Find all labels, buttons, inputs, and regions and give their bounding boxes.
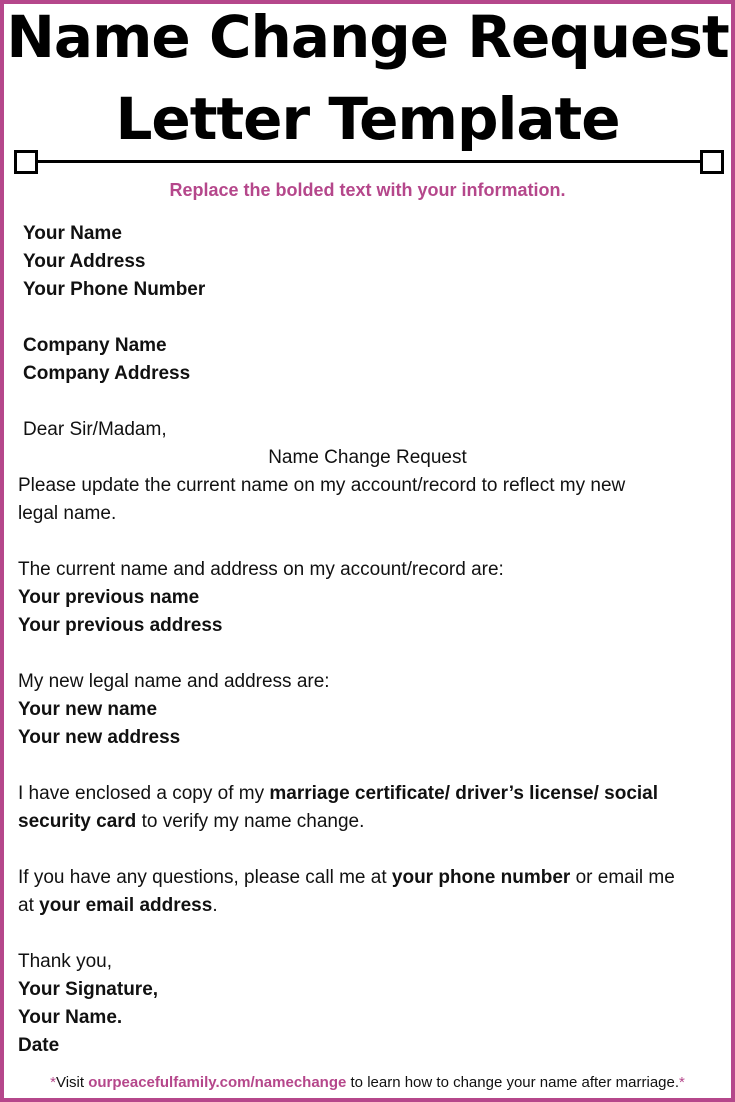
footer-visit: Visit [55, 1074, 89, 1091]
title-line-1: Name Change Request [6, 3, 729, 71]
intro-line-2: legal name. [18, 503, 117, 524]
sender-address: Your Address [23, 251, 146, 272]
questions-line-1 [18, 864, 675, 892]
title-line-2: Letter Template [115, 85, 620, 153]
enclosed-line-1 [18, 780, 658, 808]
closing-thanks: Thank you, [18, 951, 112, 972]
closing-date: Date [18, 1035, 60, 1056]
title-divider [14, 150, 724, 174]
new-name: Your new name [18, 699, 158, 720]
footer-rest: to learn how to change your name after marriage. [346, 1074, 680, 1091]
sender-name: Your Name [23, 223, 122, 244]
new-address: Your new address [18, 727, 181, 748]
enclosed-line-2 [18, 808, 364, 836]
enclosed-pre: I have enclosed a copy of my [18, 783, 270, 804]
company-name: Company Name [23, 335, 167, 356]
subject-line: Name Change Request [268, 447, 467, 468]
questions-mid: or email me [570, 867, 675, 888]
divider-square-left [14, 150, 38, 174]
closing-signature: Your Signature, [18, 979, 159, 1000]
company-address: Company Address [23, 363, 191, 384]
questions-line-2 [18, 892, 218, 920]
current-lead: The current name and address on my account/record are: [18, 559, 504, 580]
salutation: Dear Sir/Madam, [23, 419, 167, 440]
enclosed-documents: marriage certificate/ driver’s license/ social [269, 783, 659, 804]
sender-phone: Your Phone Number [23, 279, 206, 300]
enclosed-documents-2: security card [18, 811, 137, 832]
footer-star-open: * [50, 1074, 56, 1091]
questions-email: your email address [39, 895, 213, 916]
questions-phone: your phone number [391, 867, 571, 888]
questions-end: . [212, 895, 218, 916]
previous-address: Your previous address [18, 615, 223, 636]
instruction-subtitle: Replace the bolded text with your information. [169, 180, 566, 200]
footer-star-close: * [679, 1074, 685, 1091]
previous-name: Your previous name [18, 587, 200, 608]
questions-at: at [18, 895, 40, 916]
divider-square-right [700, 150, 724, 174]
enclosed-post: to verify my name change. [136, 811, 365, 832]
divider-line [36, 160, 702, 163]
footer-note [0, 1074, 735, 1091]
footer-link[interactable]: ourpeacefulfamily.com/namechange [88, 1074, 347, 1091]
new-lead: My new legal name and address are: [18, 671, 330, 692]
questions-pre: If you have any questions, please call me at [18, 867, 392, 888]
closing-name: Your Name. [18, 1007, 123, 1028]
intro-line-1: Please update the current name on my account/record to reflect my new [18, 475, 626, 496]
